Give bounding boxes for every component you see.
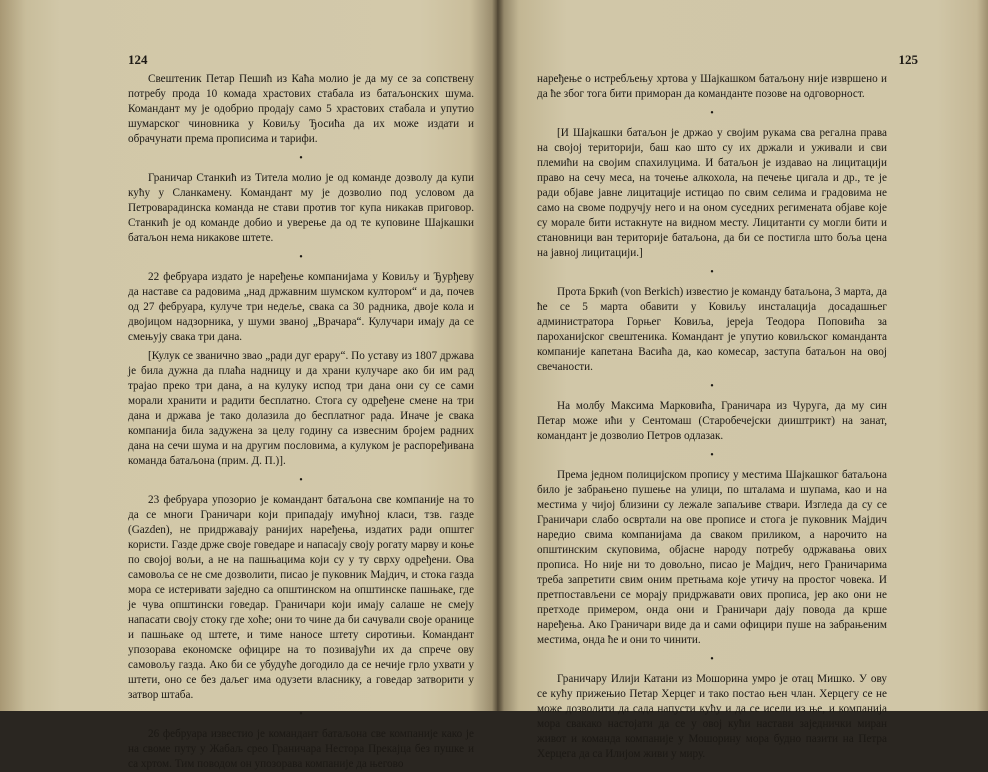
editor-note: [Кулук се званично звао „ради дуг ерару“. По уставу из 1807 држава је била дужна да плаћа надницу и да храни кулучаре ако би им рад трајао преко три дана, а на кулуку испод три дана они су се сами морали хранити и радити бесплатно. Стога су одређене смене на три дана и држава је тако долазила до бесплатног рада. Иначе је свака компанија била задужена за целу годину са извесним бројем радних дана на сечи шума и на другим пословима, а кулуком је распоређивана команда батаљона (прим. Д. П.)]. [128, 350, 474, 467]
paragraph: Свештеник Петар Пешић из Каћа молио је да му се за сопствену потребу прода 10 комада храстових стабала из батаљонских шума. Командант му је одобрио продају само 5 храстових стабала и упутио шумарског чиновника у Ковиљу Ђосића да их може издати и обрачунати према прописима и тарифи. [128, 73, 474, 145]
paragraph: На молбу Максима Марковића, Граничара из Чуруга, да му син Петар може ићи у Сентомаш (Старобечејски дииштрикт) на занат, командант је дозволио Петров одлазак. [537, 400, 887, 442]
paragraph: 23 фебруара упозорио је командант батаљона све компаније на то да се многи Граничари који припадају имућној класи, тзв. газде (Gazden), не придржавају ранијих наређења, издатих ради општег користи. Газде држе своје говедаре и напасају своју рогату марву и коње по својој вољи, а не на пашњацима који су у ту сврху одређени. Ова самовоља се не сме дозволити, писао је пуковник Мајдич, и стока газда мора се истеривати заједно са општинском на општинске пашњаке, где је чува општински говедар. Граничари који имају салаше не смеју напасати своју стоку где хоће; они то чине да би сачували своје оранице и пашњаке од штете, и тиме наносе штету сиротињи. Командант упозорава економске официре на то позивајући их да спрече ову самовољу газда. Ако би се убудуће догодило да се нечије грло ухвати у штети, оно се без даљег има одузети власнику, а говедар затворити у затвор штаба. [128, 494, 474, 701]
section-separator: • [299, 475, 303, 486]
book-gutter [492, 0, 504, 711]
left-page-text [128, 72, 474, 772]
section-separator: • [710, 450, 714, 461]
paragraph: Према једном полицијском пропису у местима Шајкашког батаљона било је забрањено пушење на улици, по шталама и шупама, као и на местима у чијој близини су лежале запаљиве ствари. Изгледа да су се Граничари слабо освртали на ове прописе и стога је пуковник Мајдич наредио свима компанијама да сваком приликом, а нарочито на општинским скуповима, објасне народу потребу одржавања ових прописа. Но није ни то довољно, писао је Мајдич, него Граничарима треба запретити свим оним претњама које утичу на простог човека. И претпостављени се морају придржавати ових прописа, јер ако они не претходе примером, онда они и Граничари дају повода да крше наређења. Ако Граничари виде да и сами официри пуше на забрањеним местима, онда ће и они то чинити. [537, 469, 887, 646]
paragraph: Граничар Станкић из Титела молио је од команде дозволу да купи кућу у Сланкамену. Командант му је дозволио под условом да Петроварадинска команда не стави против тог купа никакав приговор. Станкић је од команде добио и уверење да од те куповине Шајкашки батаљон нема никакове штете. [128, 172, 474, 244]
paragraph: 22 фебруара издато је наређење компанијама у Ковиљу и Ђурђеву да наставе са радовима „над државним шумском култором“ и да, почев од 27 фебруара, кулуче три недеље, свака са 30 радника, двоје кола и двојицом надзорника, у шуми званој „Врачара“. Кулучари имају да се смењују свака три дана. [128, 271, 474, 343]
section-separator: • [710, 654, 714, 665]
paragraph: Граничару Илији Катани из Мошорина умро је отац Мишко. У ову се кућу прижењио Петар Херцег и тако постао њен члан. Херцегу се не може дозволити да сада напусти кућу и да се исели из ње, и компанија мора свакако настојати да се у овој кући настави заједнички миран живот и команда компаније у Мошорину мора будно пазити на Петра Херцега да са Илијом живи у миру. [537, 673, 887, 760]
paragraph: 26 фебруара известио је командант батаљона све компаније како је на своме путу у Жабаљ срео Граничара Нестора Прекајца без пушке и са хртом. Тим поводом он упозорава компаније да његово [128, 728, 474, 770]
paragraph: наређење о истребљењу хртова у Шајкашком батаљону није извршено и да ће због тога бити приморан да команданте позове на одговорност. [537, 73, 887, 100]
section-separator: • [710, 381, 714, 392]
page-number-left: 124 [128, 52, 148, 67]
page-number-right: 125 [898, 52, 918, 67]
section-separator: • [710, 108, 714, 119]
section-separator: • [299, 252, 303, 263]
paragraph: Прота Бркић (von Berkich) известио је команду батаљона, 3 марта, да ће се 5 марта обавити у Ковиљу инсталација досадашњег администратора Горњег Ковиља, јереја Теодора Поповића за пароханијског свештеника. Командант је упутио ковиљског команданта компаније капетана Васића да, као комесар, заступа батаљон на овој свечаности. [537, 286, 887, 373]
section-separator: • [710, 267, 714, 278]
section-separator: • [299, 709, 303, 720]
section-separator: • [299, 153, 303, 164]
right-page [497, 0, 988, 760]
right-page-text [537, 72, 887, 762]
editor-note: [И Шајкашки батаљон је држао у својим рукама сва регална права на својој територији, баш као што су их држали и уживали и сви племићи на својим спахилуцима. И батаљон је издавао на лицитацији право на сечу меса, на точење алкохола, на печење цигала и др., те је ради објаве јавне лицитације истицао по свим селима и градовима не само на своме подручју него и на оном суседних регимената објаве које су морале бити истакнуте на видном месту. Лицитанти су могли бити и становници ван територије батаљона, да би се постигла што боља цена на јавној лицитацији.] [537, 127, 887, 259]
